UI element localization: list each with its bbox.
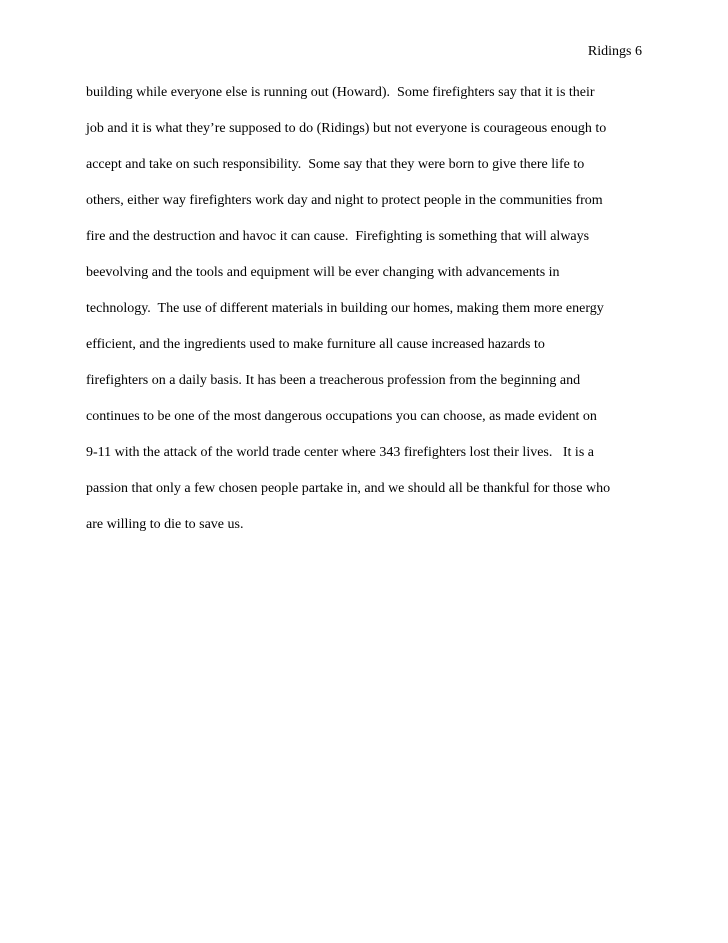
- text-line: fire and the destruction and havoc it can cause. Firefighting is something that will always: [86, 229, 590, 244]
- text-line: building while everyone else is running out (Howard). Some firefighters say that it is their: [86, 85, 595, 100]
- text-line: are willing to die to save us.: [86, 517, 244, 532]
- running-head: Ridings 6: [587, 44, 642, 59]
- text-line: beevolving and the tools and equipment will be ever changing with advancements in: [86, 265, 560, 280]
- text-line: technology. The use of different materials in building our homes, making them more energy: [86, 301, 604, 316]
- text-line: accept and take on such responsibility. Some say that they were born to give there life to: [86, 157, 585, 172]
- text-line: efficient, and the ingredients used to make furniture all cause increased hazards to: [86, 337, 545, 352]
- text-line: continues to be one of the most dangerous occupations you can choose, as made evident on: [86, 409, 597, 424]
- text-line: others, either way firefighters work day and night to protect people in the communities from: [86, 193, 603, 208]
- text-line: firefighters on a daily basis. It has been a treacherous profession from the beginning and: [86, 373, 581, 388]
- text-line: passion that only a few chosen people partake in, and we should all be thankful for those who: [86, 481, 611, 496]
- text-line: job and it is what they’re supposed to do (Ridings) but not everyone is courageous enough to: [86, 121, 607, 136]
- text-line: 9-11 with the attack of the world trade center where 343 firefighters lost their lives. It is a: [86, 445, 594, 460]
